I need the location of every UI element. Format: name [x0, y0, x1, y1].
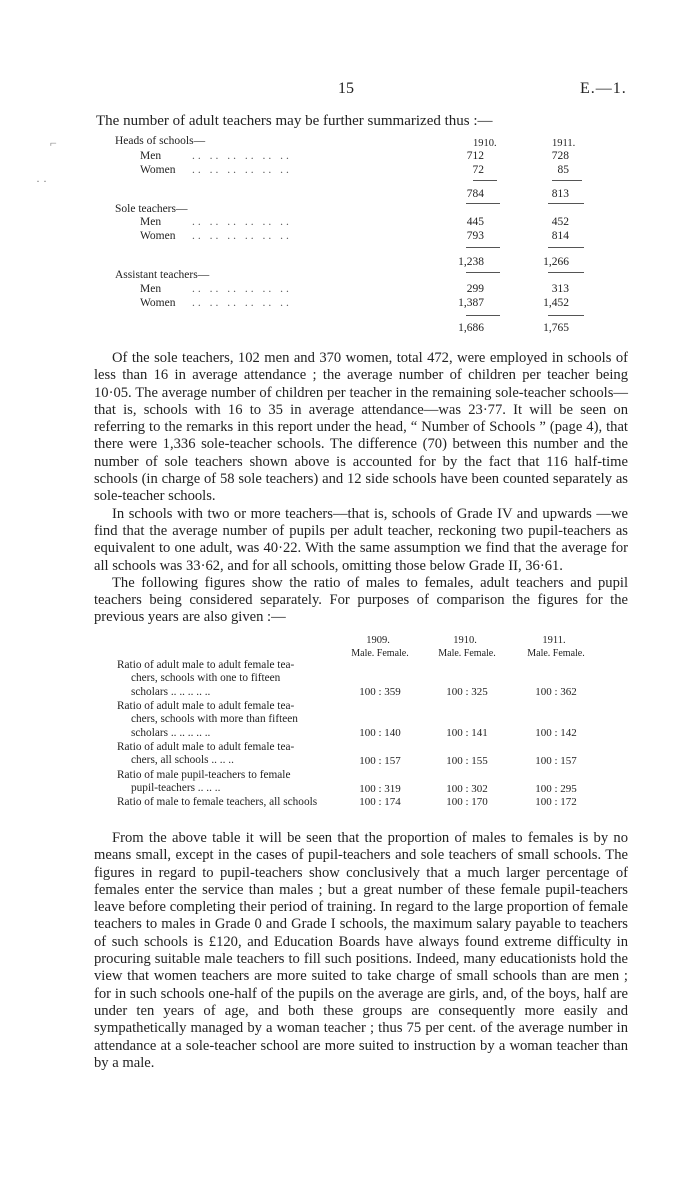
leader-dots: .. .. .. .. .. ..	[192, 230, 292, 242]
table-row	[140, 164, 630, 178]
subheader-male-female: Male. Female.	[351, 648, 409, 659]
paragraph-ratio-intro: The following figures show the ratio of males to females, adult teachers and pupil teachers being considered separately. For purposes of comparison the figures for the previous years are also given :—	[94, 574, 628, 626]
total-1910: 1,238	[458, 256, 484, 268]
ratio-row-label	[117, 700, 345, 740]
value-1910: 793	[466, 230, 484, 242]
value-1911: 313	[551, 283, 569, 295]
ratio-value: 100 : 295	[535, 783, 577, 795]
ratio-value: 100 : 172	[535, 796, 577, 808]
table-row	[140, 216, 630, 230]
ratio-value: 100 : 140	[359, 727, 401, 739]
rule	[552, 180, 582, 181]
year-header-1911: 1911.	[552, 138, 576, 149]
table-row	[140, 297, 630, 311]
leader-dots: .. .. .. .. .. ..	[192, 164, 292, 176]
paragraph-block-2	[94, 830, 628, 1072]
value-1911: 452	[551, 216, 569, 228]
ratio-row-label	[117, 796, 353, 809]
margin-mark: · ·	[36, 174, 47, 188]
row-label: Women	[140, 230, 176, 242]
subheader-male-female: Male. Female.	[527, 648, 585, 659]
ratio-value: 100 : 141	[446, 727, 488, 739]
ratio-value: 100 : 174	[359, 796, 401, 808]
row-label: Men	[140, 283, 162, 295]
rule	[548, 247, 584, 248]
ratio-value: 100 : 359	[359, 686, 401, 698]
row-label: Men	[140, 216, 162, 228]
label-line: Ratio of adult male to adult female tea-	[117, 700, 295, 712]
subheader-male-female: Male. Female.	[438, 648, 496, 659]
label-line: Ratio of adult male to adult female tea-	[117, 741, 295, 753]
table-row	[140, 230, 630, 244]
ratio-value: 100 : 157	[359, 755, 401, 767]
rule	[548, 315, 584, 316]
table-row	[140, 283, 630, 297]
leader-dots: .. .. .. .. .. ..	[192, 283, 292, 295]
label-line: chers, schools with more than fifteen	[131, 713, 298, 726]
label-line: scholars .. .. .. .. ..	[131, 726, 211, 739]
rule	[466, 247, 500, 248]
document-reference: E.—1.	[580, 80, 627, 97]
paragraph-sole-teachers: Of the sole teachers, 102 men and 370 women, total 472, were employed in schools of less than 16 in average attendance ; the average number of children per teacher being 10·05. The average number of children per teacher in the remaining sole-teacher schools—that is, schools with 16 to 35 in average attendance—was 23·77. It will be seen on referring to the remarks in this report under the head, “ Number of Schools ” (page 4), that there were 1,336 sole-teacher schools. The difference (70) between this number and the number of sole teachers shown above is accounted for by the fact that 116 half-time schools (in charge of 58 sole teachers) and 12 side schools have been counted separately as sole-teacher schools.	[94, 350, 628, 505]
total-1911: 813	[551, 188, 569, 200]
value-1910: 445	[466, 216, 484, 228]
value-1910: 72	[472, 164, 484, 176]
group-title: Assistant teachers—	[115, 269, 210, 281]
ratio-value: 100 : 302	[446, 783, 488, 795]
total-1911: 1,266	[543, 256, 569, 268]
group-title: Sole teachers—	[115, 203, 188, 215]
rule	[466, 203, 500, 204]
ratio-value: 100 : 155	[446, 755, 488, 767]
leader-dots: .. .. .. .. .. ..	[192, 216, 292, 228]
label-line: chers, schools with one to fifteen	[131, 672, 281, 685]
paragraph-two-or-more-teachers: In schools with two or more teachers—that is, schools of Grade IV and upwards —we find that the average number of pupils per adult teacher, reckoning two pupil-teachers as equivalent to one adult, was 40·22. With the same assumption we find that the average for all schools was 33·62, and for all schools, omitting those below Grade II, 36·61.	[94, 505, 628, 574]
rule	[548, 203, 584, 204]
ratio-row-label	[117, 769, 345, 796]
total-1910: 1,686	[458, 322, 484, 334]
ratio-value: 100 : 170	[446, 796, 488, 808]
value-1911: 1,452	[543, 297, 569, 309]
paragraph-conclusions: From the above table it will be seen that the proportion of males to females is by no means small, except in the cases of pupil-teachers and sole teachers of small schools. The figures in regard to pupil-teachers show conclusively that a much larger percentage of females enter the service than males ; but a great number of these female pupil-teachers leave before completing their period of training. In regard to the large proportion of female teachers to males in Grade 0 and Grade I schools, the maximum salary payable to teachers of such schools is £120, and Education Boards have always found extreme difficulty in procuring suitable male teachers to fill such positions. Indeed, many educationists hold the view that women teachers are more suited to take charge of small schools than are men ; for in such schools one-half of the pupils on the average are girls, and, of the boys, half are under ten years of age, and both these groups are consequently more easily and sympathetically managed by a woman teacher ; thus 75 per cent. of the average number in attendance at a sole-teacher school are more suited to instruction by a woman teacher than by a male.	[94, 830, 628, 1071]
value-1910: 299	[466, 283, 484, 295]
total-1911: 1,765	[543, 322, 569, 334]
ratio-value: 100 : 362	[535, 686, 577, 698]
label-line: scholars .. .. .. .. ..	[131, 685, 211, 698]
leader-dots: .. .. .. .. .. ..	[192, 150, 292, 162]
year-header-1910: 1910.	[453, 635, 477, 646]
label-line: pupil-teachers .. .. ..	[131, 782, 221, 795]
leader-dots: .. .. .. .. .. ..	[192, 297, 292, 309]
value-1911: 85	[557, 164, 569, 176]
rule	[548, 272, 584, 273]
value-1911: 814	[551, 230, 569, 242]
value-1910: 712	[466, 150, 484, 162]
rule	[466, 315, 500, 316]
year-header-1911: 1911.	[542, 635, 566, 646]
row-label: Men	[140, 150, 162, 162]
label-line: Ratio of male to female teachers, all schools	[117, 796, 318, 808]
label-line: chers, all schools .. .. ..	[131, 754, 234, 767]
year-header-1910: 1910.	[473, 138, 497, 149]
year-header-1909: 1909.	[366, 635, 390, 646]
margin-mark: ⌐	[50, 136, 57, 150]
ratio-value: 100 : 325	[446, 686, 488, 698]
paragraph-block-1	[94, 350, 628, 627]
summary-intro: The number of adult teachers may be further summarized thus :—	[96, 113, 493, 129]
page-number: 15	[338, 80, 354, 97]
group-title: Heads of schools—	[115, 135, 206, 147]
rule	[466, 272, 500, 273]
ratio-value: 100 : 142	[535, 727, 577, 739]
row-label: Women	[140, 164, 176, 176]
total-1910: 784	[466, 188, 484, 200]
ratio-row-label	[117, 659, 345, 699]
label-line: Ratio of adult male to adult female tea-	[117, 659, 295, 671]
table-row	[140, 150, 630, 164]
value-1910: 1,387	[458, 297, 484, 309]
ratio-value: 100 : 319	[359, 783, 401, 795]
ratio-value: 100 : 157	[535, 755, 577, 767]
rule	[473, 180, 497, 181]
ratio-row-label	[117, 741, 345, 768]
value-1911: 728	[551, 150, 569, 162]
row-label: Women	[140, 297, 176, 309]
label-line: Ratio of male pupil-teachers to female	[117, 769, 291, 781]
